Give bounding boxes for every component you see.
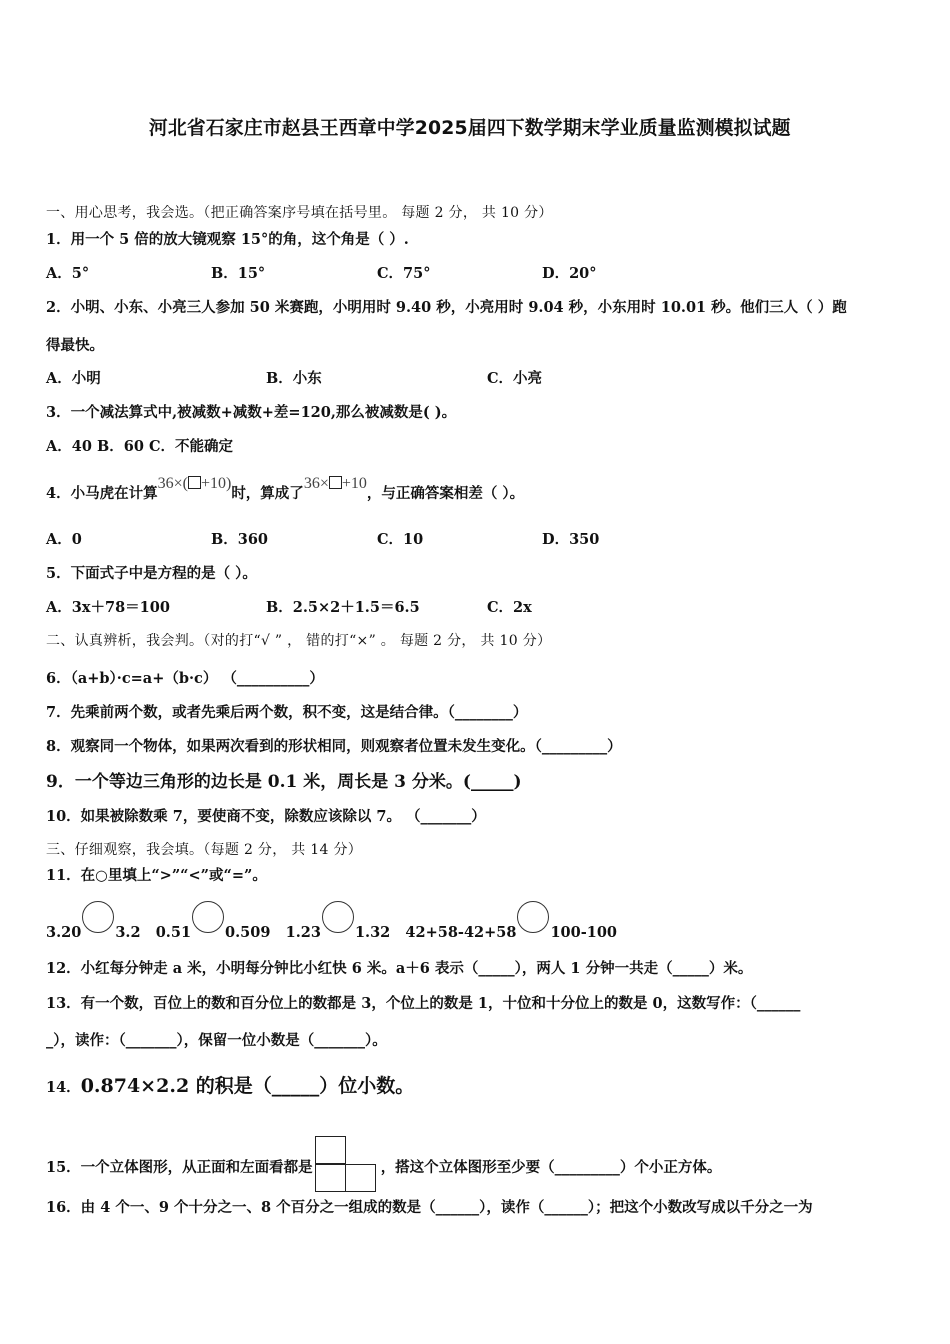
question-5: 5．下面式子中是方程的是（ ）。 (46, 565, 257, 582)
answer-circle-icon[interactable] (517, 901, 549, 933)
page-title: 河北省石家庄市赵县王西章中学2025届四下数学期末学业质量监测模拟试题 (148, 117, 791, 139)
answer-circle-icon[interactable] (322, 901, 354, 933)
question-8: 8．观察同一个物体，如果两次看到的形状相同，则观察者位置未发生变化。（_________） (46, 738, 622, 755)
q4-formula-correct: 36×( +10) (157, 475, 232, 492)
question-14 (46, 1071, 414, 1098)
q2-option-b: B．小东 (266, 370, 322, 387)
q4-prefix: 4．小马虎在计算 (46, 485, 158, 502)
q11-item: 1.32 (354, 924, 391, 941)
section1-heading: 一、用心思考，我会选。（把正确答案序号填在括号里。 每题 2 分， 共 10 分） (46, 205, 553, 221)
q5-option-a: A．3x＋78＝100 (46, 599, 170, 616)
q5-option-c: C．2x (487, 599, 532, 616)
q2-option-c: C．小亮 (487, 370, 543, 387)
question-4 (46, 475, 525, 503)
question-2-line2: 得最快。 (46, 337, 104, 354)
question-11: 11．在○里填上“>”“<”或“=”。 (46, 867, 267, 884)
q1-option-a: A．5° (46, 265, 90, 282)
q11-item: 3.20 (46, 924, 82, 941)
q11-item: 100-100 (550, 924, 618, 941)
q15-suffix: ，搭这个立体图形至少要（_________）个小正方体。 (380, 1159, 722, 1176)
question-2-line1: 2．小明、小东、小亮三人参加 50 米赛跑，小明用时 9.40 秒，小亮用时 9.04 秒，小东用时 10.01 秒。他们三人（ ）跑 (46, 299, 847, 316)
q1-option-c: C．75° (377, 265, 431, 282)
section2-heading: 二、认真辨析，我会判。（对的打“√ ” ， 错的打“×” 。 每题 2 分， 共 10 分） (46, 633, 552, 649)
q14-text: 0.874×2.2 的积是（_____）位小数。 (80, 1075, 415, 1097)
q11-comparisons (46, 911, 617, 943)
q11-item: 0.509 (225, 924, 271, 941)
question-13-line1: 13．有一个数，百位上的数和百分位上的数都是 3，个位上的数是 1，十位和十分位上的数是 0，这数写作：（______ (46, 995, 801, 1012)
question-7: 7．先乘前两个数，或者先乘后两个数，积不变，这是结合律。（________） (46, 704, 528, 721)
q4-option-d: D．350 (542, 531, 600, 548)
question-15 (46, 1136, 721, 1194)
answer-circle-icon[interactable] (192, 901, 224, 933)
q4-suffix: ，与正确答案相差（ ）。 (366, 485, 525, 502)
q4-option-a: A．0 (46, 531, 82, 548)
section3-heading: 三、仔细观察，我会填。（每题 2 分， 共 14 分） (46, 842, 363, 858)
q1-option-d: D．20° (542, 265, 597, 282)
answer-circle-icon[interactable] (82, 901, 114, 933)
q4-formula-wrong: 36× +10 (303, 475, 367, 492)
q15-prefix: 15．一个立体图形，从正面和左面看都是 (46, 1159, 313, 1176)
question-3: 3．一个减法算式中,被减数+减数+差=120,那么被减数是( )。 (46, 404, 457, 421)
question-12: 12．小红每分钟走 a 米，小明每分钟比小红快 6 米。a＋6 表示（_____），两人 1 分钟一共走（_____）米。 (46, 960, 753, 977)
q11-item: 1.23 (285, 924, 321, 941)
question-13-line2: _），读作：（_______），保留一位小数是（_______）。 (46, 1032, 387, 1049)
question-6: 6．（a+b）·c=a+（b·c） （__________） (46, 670, 324, 687)
q14-number: 14． (46, 1079, 81, 1096)
blank-square-icon (329, 476, 342, 489)
question-9: 9．一个等边三角形的边长是 0.1 米，周长是 3 分米。(_____) (46, 772, 522, 792)
q11-item: 3.2 (115, 924, 141, 941)
question-1: 1．用一个 5 倍的放大镜观察 15°的角，这个角是（ ）. (46, 231, 409, 248)
question-10: 10．如果被除数乘 7，要使商不变，除数应该除以 7。 （_______） (46, 808, 486, 825)
q2-option-a: A．小明 (46, 370, 101, 387)
q11-item: 0.51 (155, 924, 192, 941)
question-16: 16．由 4 个一、9 个十分之一、8 个百分之一组成的数是（______），读作（______）；把这个小数改写成以千分之一为 (46, 1199, 813, 1216)
l-shape-view-icon (315, 1136, 379, 1194)
q4-option-b: B．360 (211, 531, 269, 548)
q4-option-c: C．10 (377, 531, 424, 548)
q3-options: A．40 B．60 C．不能确定 (46, 438, 233, 455)
q11-item: 42+58-42+58 (405, 924, 517, 941)
blank-square-icon (188, 476, 201, 489)
q1-option-b: B．15° (211, 265, 266, 282)
q5-option-b: B．2.5×2＋1.5＝6.5 (266, 599, 420, 616)
q4-middle: 时，算成了 (231, 485, 304, 502)
